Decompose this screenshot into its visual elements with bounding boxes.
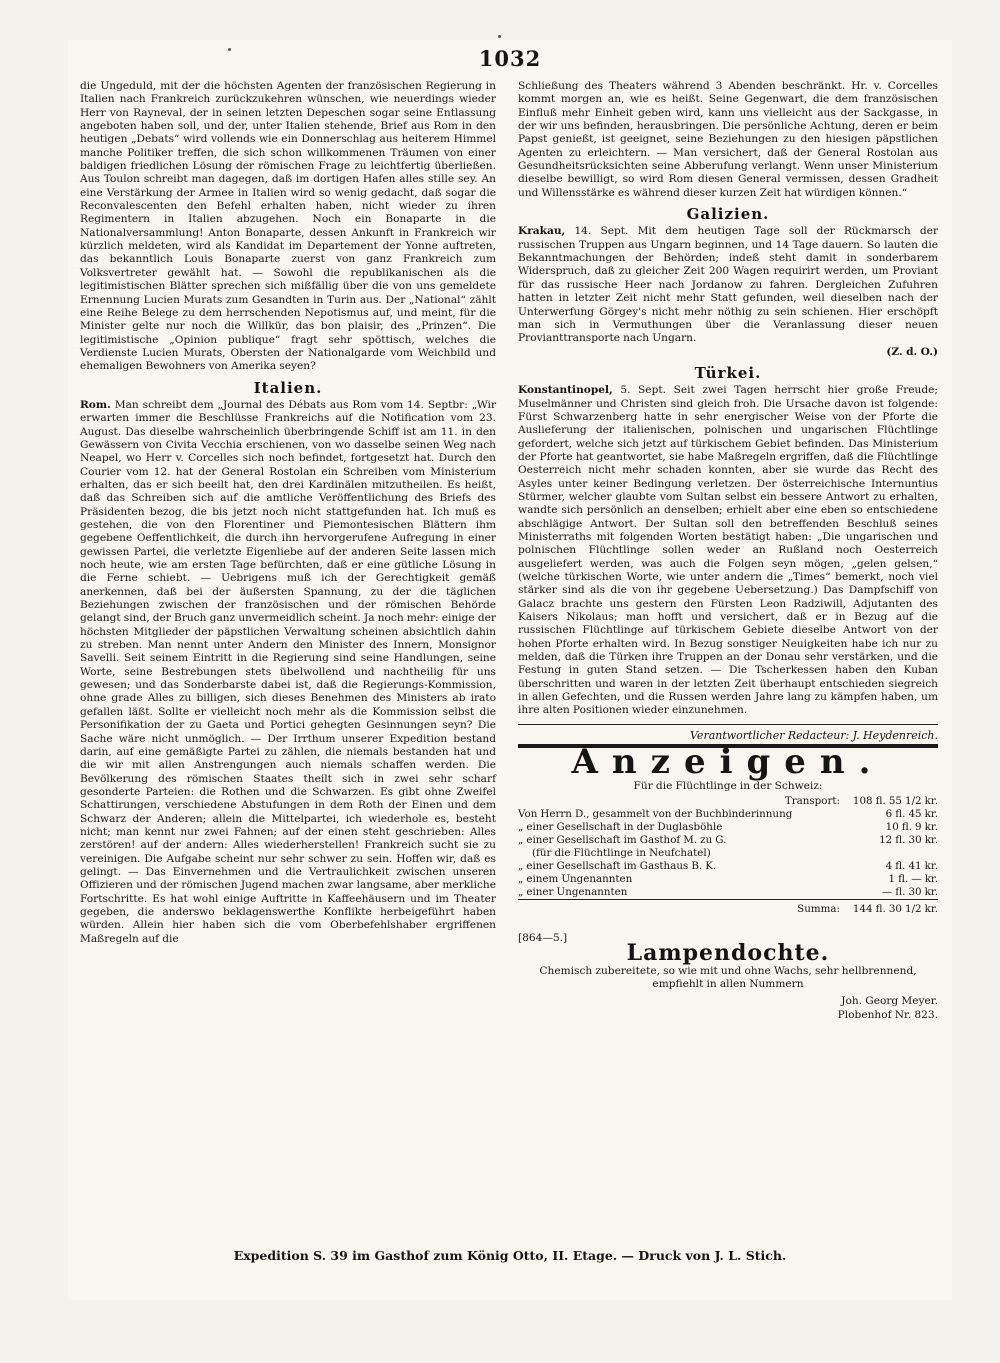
article-paragraph-krakau bbox=[518, 225, 938, 345]
ads-heading: Anzeigen. bbox=[571, 742, 885, 783]
right-column bbox=[518, 80, 938, 1022]
section-heading-galizien: Galizien. bbox=[686, 205, 770, 224]
krakau-text: 14. Sept. Mit dem heutigen Tage soll der Rückmarsch der russischen Truppen aus Ungarn beginnen, und 14 Tage dauern. So lauten die Bekanntmachungen der Behörden; indeß steht damit in sonderbarem Widerspruch, daß zu gleicher Zeit 200 Wagen requirirt werden, um Proviant für das russische Heer nach Jordanow zu fahren. Dergleichen Zufuhren hatten in letzter Zeit nicht mehr Statt gefunden, weil dieselben nach der Unterwerfung Görgey's nicht mehr nöthig zu sein schienen. Hier erschöpft man sich in Vermuthungen über die Veranlassung dieser neuen Provianttransporte nach Ungarn. bbox=[518, 225, 939, 345]
dateline-rom: Rom. bbox=[80, 398, 111, 411]
donation-label: „ einer Gesellschaft in der Duglasböhle bbox=[518, 820, 723, 833]
print-speck bbox=[228, 48, 231, 51]
section-heading-italien: Italien. bbox=[253, 378, 323, 397]
donation-amount: — fl. 30 kr. bbox=[881, 885, 938, 898]
donation-label: „ einer Gesellschaft im Gasthaus B. K. bbox=[518, 859, 717, 872]
donation-label: Transport: bbox=[784, 794, 840, 807]
section-heading-tuerkei: Türkei. bbox=[694, 363, 762, 382]
donation-amount: 4 fl. 41 kr. bbox=[885, 859, 938, 872]
donations-table bbox=[518, 795, 938, 916]
table-row bbox=[518, 834, 938, 847]
ad-title: Lampendochte. bbox=[626, 940, 830, 967]
table-row-sum bbox=[518, 899, 938, 916]
newspaper-page bbox=[68, 40, 952, 1300]
table-row bbox=[518, 847, 938, 860]
table-row bbox=[518, 860, 938, 873]
konstantinopel-text: 5. Sept. Seit zwei Tagen herrscht hier große Freude; Muselmänner und Christen sind gleich froh. Die Ursache davon ist folgende: Fürst Schwarzenberg hatte in sehr energischer Weise von der Pforte die Auslieferung der italienischen, polnischen und ungarischen Flüchtlinge gefordert, welche sich jetzt auf türkischem Gebiet befinden. Das Ministerium der Pforte hat geantwortet, sie habe Maßregeln ergriffen, daß die Flüchtlinge Oesterreich nicht mehr schaden konnten, aber sie wurde das Recht des Asyles unter keiner Bedingung verletzen. Der österreichische Internuntius Stürmer, welcher glaubte vom Sultan selbst ein bessere Antwort zu erhalten, wandte sich persönlich an denselben; erhielt aber eine eben so entschiedene abschlägige Antwort. Der Sultan soll den betreffenden Beschluß seines Ministerraths mit folgenden Worten bestätigt haben: „Die ungarischen und polnischen Flüchtlinge sollen weder an Rußland noch Oesterreich ausgeliefert werden, was auch die Folgen seyn mögen, „gelen gelsen,“ (welche türkischen Worte, wie unter andern die „Times“ bemerkt, noch viel stärker sind als die von ihr gegebene Uebersetzung.) Das Dampfschiff von Galacz brachte uns gestern den Fürsten Leon Radziwill, Adjutanten des Kaisers Nikolaus; man hofft und versichert, daß er in Bezug auf die russischen Flüchtlinge auf türkischem Gebiete dieselbe Antwort von der hohen Pforte erhalten wird. In Bezug sonstiger Neuigkeiten habe ich nur zu melden, daß die Türken ihre Truppen an der Donau sehr verstärken, und die Festung in guten Stand setzen. — Die Tscherkessen haben den Kuban überschritten und waren in der letzten Zeit überhaupt entschieden siegreich in allen Gefechten, und die Russen werden Jahre lang zu kämpfen haben, um ihre alten Positionen wieder einzunehmen. bbox=[518, 384, 939, 717]
left-column bbox=[80, 80, 496, 946]
divider bbox=[518, 724, 938, 725]
donation-amount: 6 fl. 45 kr. bbox=[885, 807, 938, 820]
donation-amount: 1 fl. — kr. bbox=[888, 872, 938, 885]
donation-label: „ einem Ungenannten bbox=[518, 872, 633, 885]
table-row bbox=[518, 795, 938, 808]
donation-label: (für die Flüchtlinge in Neufchatel) bbox=[532, 846, 711, 859]
ad-number: [864—5.] bbox=[518, 931, 568, 944]
donation-amount: 12 fl. 30 kr. bbox=[879, 833, 938, 846]
table-row bbox=[518, 886, 938, 900]
donation-label: Von Herrn D., gesammelt von der Buchbinderinnung bbox=[518, 807, 793, 820]
donation-label: „ einer Gesellschaft im Gasthof M. zu G. bbox=[518, 833, 727, 846]
table-row bbox=[518, 873, 938, 886]
dateline-konstantinopel: Konstantinopel, bbox=[518, 384, 613, 397]
sum-amount: 144 fl. 30 1/2 kr. bbox=[846, 899, 938, 916]
print-speck bbox=[498, 35, 501, 38]
donation-amount: 108 fl. 55 1/2 kr. bbox=[852, 794, 938, 807]
article-paragraph-continued: Schließung des Theaters während 3 Abenden beschränkt. Hr. v. Corcelles kommt morgen an, wie es heißt. Seine Gegenwart, die dem französischen Einfluß mehr Einheit geben wird, kann uns vielleicht aus der Sackgasse, in der wir uns befinden, herausbringen. Die persönliche Achtung, deren er beim Papst genießt, ist geeignet, seine Beziehungen zu den hiesigen päpstlichen Agenten zu erleichtern. — Man versichert, daß der General Rostolan aus Gesundheitsrücksichten seine Abberufung verlangt. Wenn unser Ministerium dieselbe bewilligt, so wird Rom diesen General vermissen, dessen Gradheit und Willensstärke es während dieser kurzen Zeit hat würdigen können.“ bbox=[518, 80, 938, 199]
dateline-krakau: Krakau, bbox=[518, 225, 566, 238]
donation-amount bbox=[846, 847, 938, 860]
article-paragraph-konstantinopel bbox=[518, 384, 938, 718]
donation-label: „ einer Ungenannten bbox=[518, 885, 628, 898]
donation-amount: 10 fl. 9 kr. bbox=[885, 820, 938, 833]
ad-text: Chemisch zubereitete, so wie mit und ohne Wachs, sehr hellbrennend, empfiehlt in allen Nummern bbox=[539, 964, 917, 990]
imprint-footer: Expedition S. 39 im Gasthof zum König Otto, II. Etage. — Druck von J. L. Stich. bbox=[233, 1248, 787, 1263]
article-paragraph: die Ungeduld, mit der die höchsten Agenten der französischen Regierung in Italien nach Frankreich zurückzukehren wünschen, wie neuerdings wieder Herr von Rayneval, der in seinen letzten Depeschen sogar seine Entlassung angeboten haben soll, und der, unter Italien stehende, Brief aus Rom in den heutigen „Debats“ wird vollends wie ein Donnerschlag aus heiterem Himmel manche Politiker treffen, die sich schon willkommenen Träumen von einer baldigen friedlichen Lösung der römischen Frage zu leichtfertig überließen. Aus Toulon schreibt man dagegen, daß im dortigen Hafen alles stille sey. An eine Verstärkung der Armee in Italien wird so wenig gedacht, daß sogar die Reconvalescenten den Befehl erhalten haben, nicht wieder zu ihren Regimentern in Italien abzugehen. Noch ein Bonaparte in die Nationalversammlung! Anton Bonaparte, dessen Ankunft in Frankreich wir kürzlich meldeten, wird als Kandidat im Departement der Yonne auftreten, das bekanntlich Louis Bonaparte zuerst von ganz Frankreich zum Volksvertreter gewählt hat. — Sowohl die republikanischen als die legitimistischen Blätter sprechen sich mißfällig über die von uns gemeldete Ernennung Lucien Murats zum Gesandten in Turin aus. Der „National“ zählt eine Reihe Belege zu dem herrschenden Nepotismus auf, und meint, für die Minister gelte nur noch die Willkür, das bon plaisir, des „Prinzen“. Die legitimistische „Opinion publique“ fragt sehr spöttisch, welches die Verdienste Lucien Murats, Obersten der Nationalgarde vom Weichbild und ehemaligen Bewohners von Amerika seyen? bbox=[80, 80, 496, 373]
donations-title: Für die Flüchtlinge in der Schweiz: bbox=[633, 779, 823, 792]
ad-address: Plobenhof Nr. 823. bbox=[837, 1008, 938, 1021]
responsible-editor: Verantwortlicher Redacteur: J. Heydenreich. bbox=[690, 728, 938, 742]
sum-label: Summa: bbox=[518, 899, 846, 916]
table-row bbox=[518, 821, 938, 834]
ad-signer: Joh. Georg Meyer. bbox=[841, 995, 938, 1008]
page-number: 1032 bbox=[478, 46, 542, 71]
article-paragraph-rom bbox=[80, 399, 496, 946]
rom-text: Man schreibt dem „Journal des Débats aus Rom vom 14. Septbr: „Wir erwarten immer die Beschlüsse Frankreichs auf die Notification vom 23. August. Das dieselbe wahrscheinlich überbringende Schiff ist am 11. in den Gewässern von Civita Vecchia erschienen, von wo dasselbe seinen Weg nach Neapel, wo Herr v. Corcelles sich noch befindet, fortgesetzt hat. Durch den Courier vom 12. hat der General Rostolan ein Schreiben vom Ministerium erhalten, das er sich beeilt hat, den drei Kardinälen mitzutheilen. Es heißt, daß das Schreiben sich auf die amtliche Veröffentlichung des Briefs des Präsidenten bezog, die bis jetzt noch nicht stattgefunden hat. Ich muß es gestehen, die von den Florentiner und Piemontesischen Blättern ihm gegebene Oeffentlichkeit, die durch ihn hervorgerufene Aufregung in einer gewissen Partei, die verletzte Eigenliebe auf der anderen Seite lassen mich noch heute, wie am ersten Tage befürchten, daß er eine gütliche Lösung in die Ferne schiebt. — Uebrigens muß ich der Gerechtigkeit gemäß anerkennen, daß bei der äußersten Spannung, zu der die täglichen Beziehungen zwischen der französischen und der römischen Behörde gelangt sind, der Bruch ganz unvermeidlich scheint. Ja noch mehr: einige der höchsten Mitglieder der päpstlichen Verwaltung scheinen absichtlich dahin zu streben. Man nennt unter Andern den Minister des Innern, Monsignor Savelli. Seit seinem Eintritt in die Regierung sind seine Handlungen, seine Worte, seine Bestrebungen stets übelwollend und nachtheilig für uns gewesen; und das Sonderbarste dabei ist, daß die Regierungs-Kommission, ohne grade Alles zu billigen, sich dieses Benehmen des Ministers ab irato gefallen läßt. Sollte er vielleicht noch mehr als die Kommission selbst die Personifikation der zu Gaeta und Portici gehegten Gesinnungen seyn? Die Sache wäre nicht unmöglich. — Der Irrthum unserer Expedition bestand darin, auf eine gemäßigte Partei zu zählen, die niemals bestanden hat und die wir mit allen Anstrengungen auch niemals schaffen werden. Die Bevölkerung des römischen Staates theilt sich in zwei sehr scharf gesonderte Parteien: die Rothen und die Schwarzen. Es gibt ohne Zweifel Schattirungen, verschiedene Abstufungen in dem Roth der Einen und dem Schwarz der Anderen; allein die Mittelpartei, ich wiederhole es, besteht nicht; man kennt nur zwei Fahnen; auf der einen steht geschrieben: Alles zerstören! auf der andern: Alles wiederherstellen! Frankreich sucht sie zu vereinigen. Die Aufgabe scheint nur sehr schwer zu sein. Hoffen wir, daß es gelingt. — Das Einvernehmen und die Vertraulichkeit zwischen unseren Offizieren und der römischen Jugend machen zwar langsame, aber merkliche Fortschritte. Es hat wohl einige Auftritte in Kaffeehäusern und im Theater gegeben, die anderswo beklagenswerthe Konflikte herbeigeführt haben würden. Allein hier haben sich die vom Oberbefehlshaber ergriffenen Maßregeln auf die bbox=[80, 398, 497, 945]
table-row bbox=[518, 808, 938, 821]
source-signoff: (Z. d. O.) bbox=[886, 345, 938, 358]
